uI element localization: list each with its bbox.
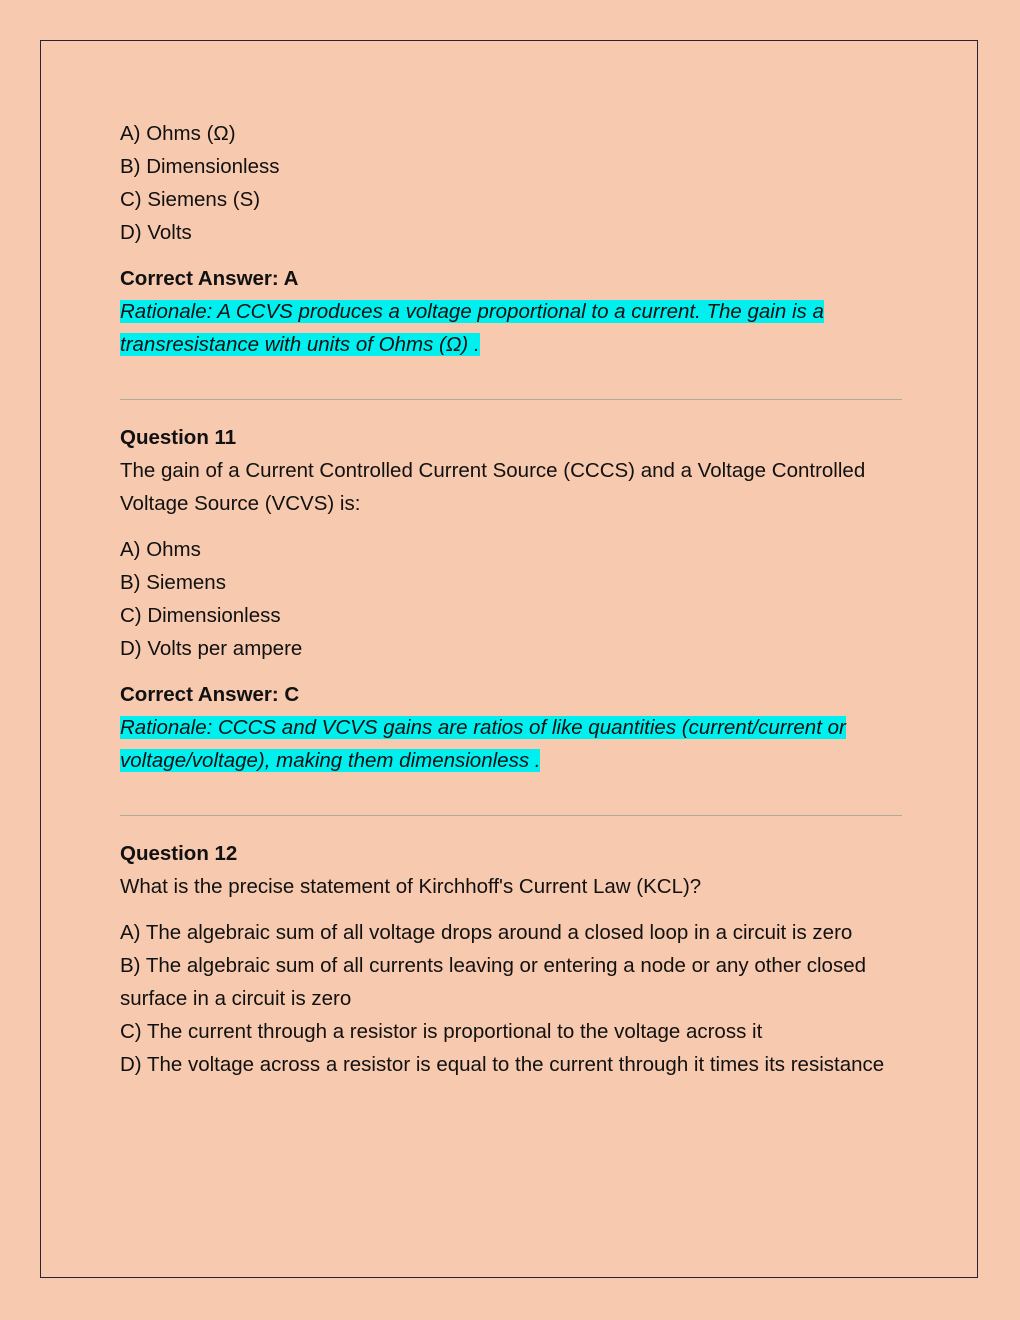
q11-option-a: A) Ohms	[120, 538, 201, 561]
q11-option-d: D) Volts per ampere	[120, 637, 303, 660]
q12-option-c: C) The current through a resistor is proportional to the voltage across it	[120, 1020, 763, 1043]
divider	[120, 815, 902, 816]
document-content	[120, 117, 902, 1081]
q10-correct-answer: Correct Answer: A	[120, 267, 299, 290]
question-12-section	[120, 837, 902, 1081]
q10-rationale	[120, 295, 902, 361]
q11-correct-answer: Correct Answer: C	[120, 683, 300, 706]
divider	[120, 399, 902, 400]
q10-option-d: D) Volts	[120, 221, 192, 244]
q11-option-b: B) Siemens	[120, 571, 226, 594]
q10-option-c: C) Siemens (S)	[120, 188, 261, 211]
q11-question-text: The gain of a Current Controlled Current Source (CCCS) and a Voltage Controlled Voltage Source (VCVS) is:	[120, 459, 866, 515]
q12-title: Question 12	[120, 842, 238, 865]
q12-option-a: A) The algebraic sum of all voltage drops around a closed loop in a circuit is zero	[120, 921, 853, 944]
q10-option-b: B) Dimensionless	[120, 155, 280, 178]
q12-option-d: D) The voltage across a resistor is equal to the current through it times its resistance	[120, 1053, 885, 1076]
q11-rationale-line-1: Rationale: CCCS and VCVS gains are ratios of like quantities (current/current or	[120, 716, 846, 739]
question-11-section	[120, 421, 902, 777]
q12-option-b: B) The algebraic sum of all currents leaving or entering a node or any other closed surface in a circuit is zero	[120, 954, 867, 1010]
q10-rationale-line-2: transresistance with units of Ohms (Ω) .	[120, 333, 480, 356]
q11-option-c: C) Dimensionless	[120, 604, 281, 627]
q11-rationale-line-2: voltage/voltage), making them dimensionless .	[120, 749, 541, 772]
q11-rationale	[120, 711, 902, 777]
q12-question-text: What is the precise statement of Kirchhoff's Current Law (KCL)?	[120, 875, 702, 898]
question-10-section	[120, 117, 902, 361]
q11-title: Question 11	[120, 426, 237, 449]
q10-option-a: A) Ohms (Ω)	[120, 122, 236, 145]
q10-rationale-line-1: Rationale: A CCVS produces a voltage proportional to a current. The gain is a	[120, 300, 824, 323]
